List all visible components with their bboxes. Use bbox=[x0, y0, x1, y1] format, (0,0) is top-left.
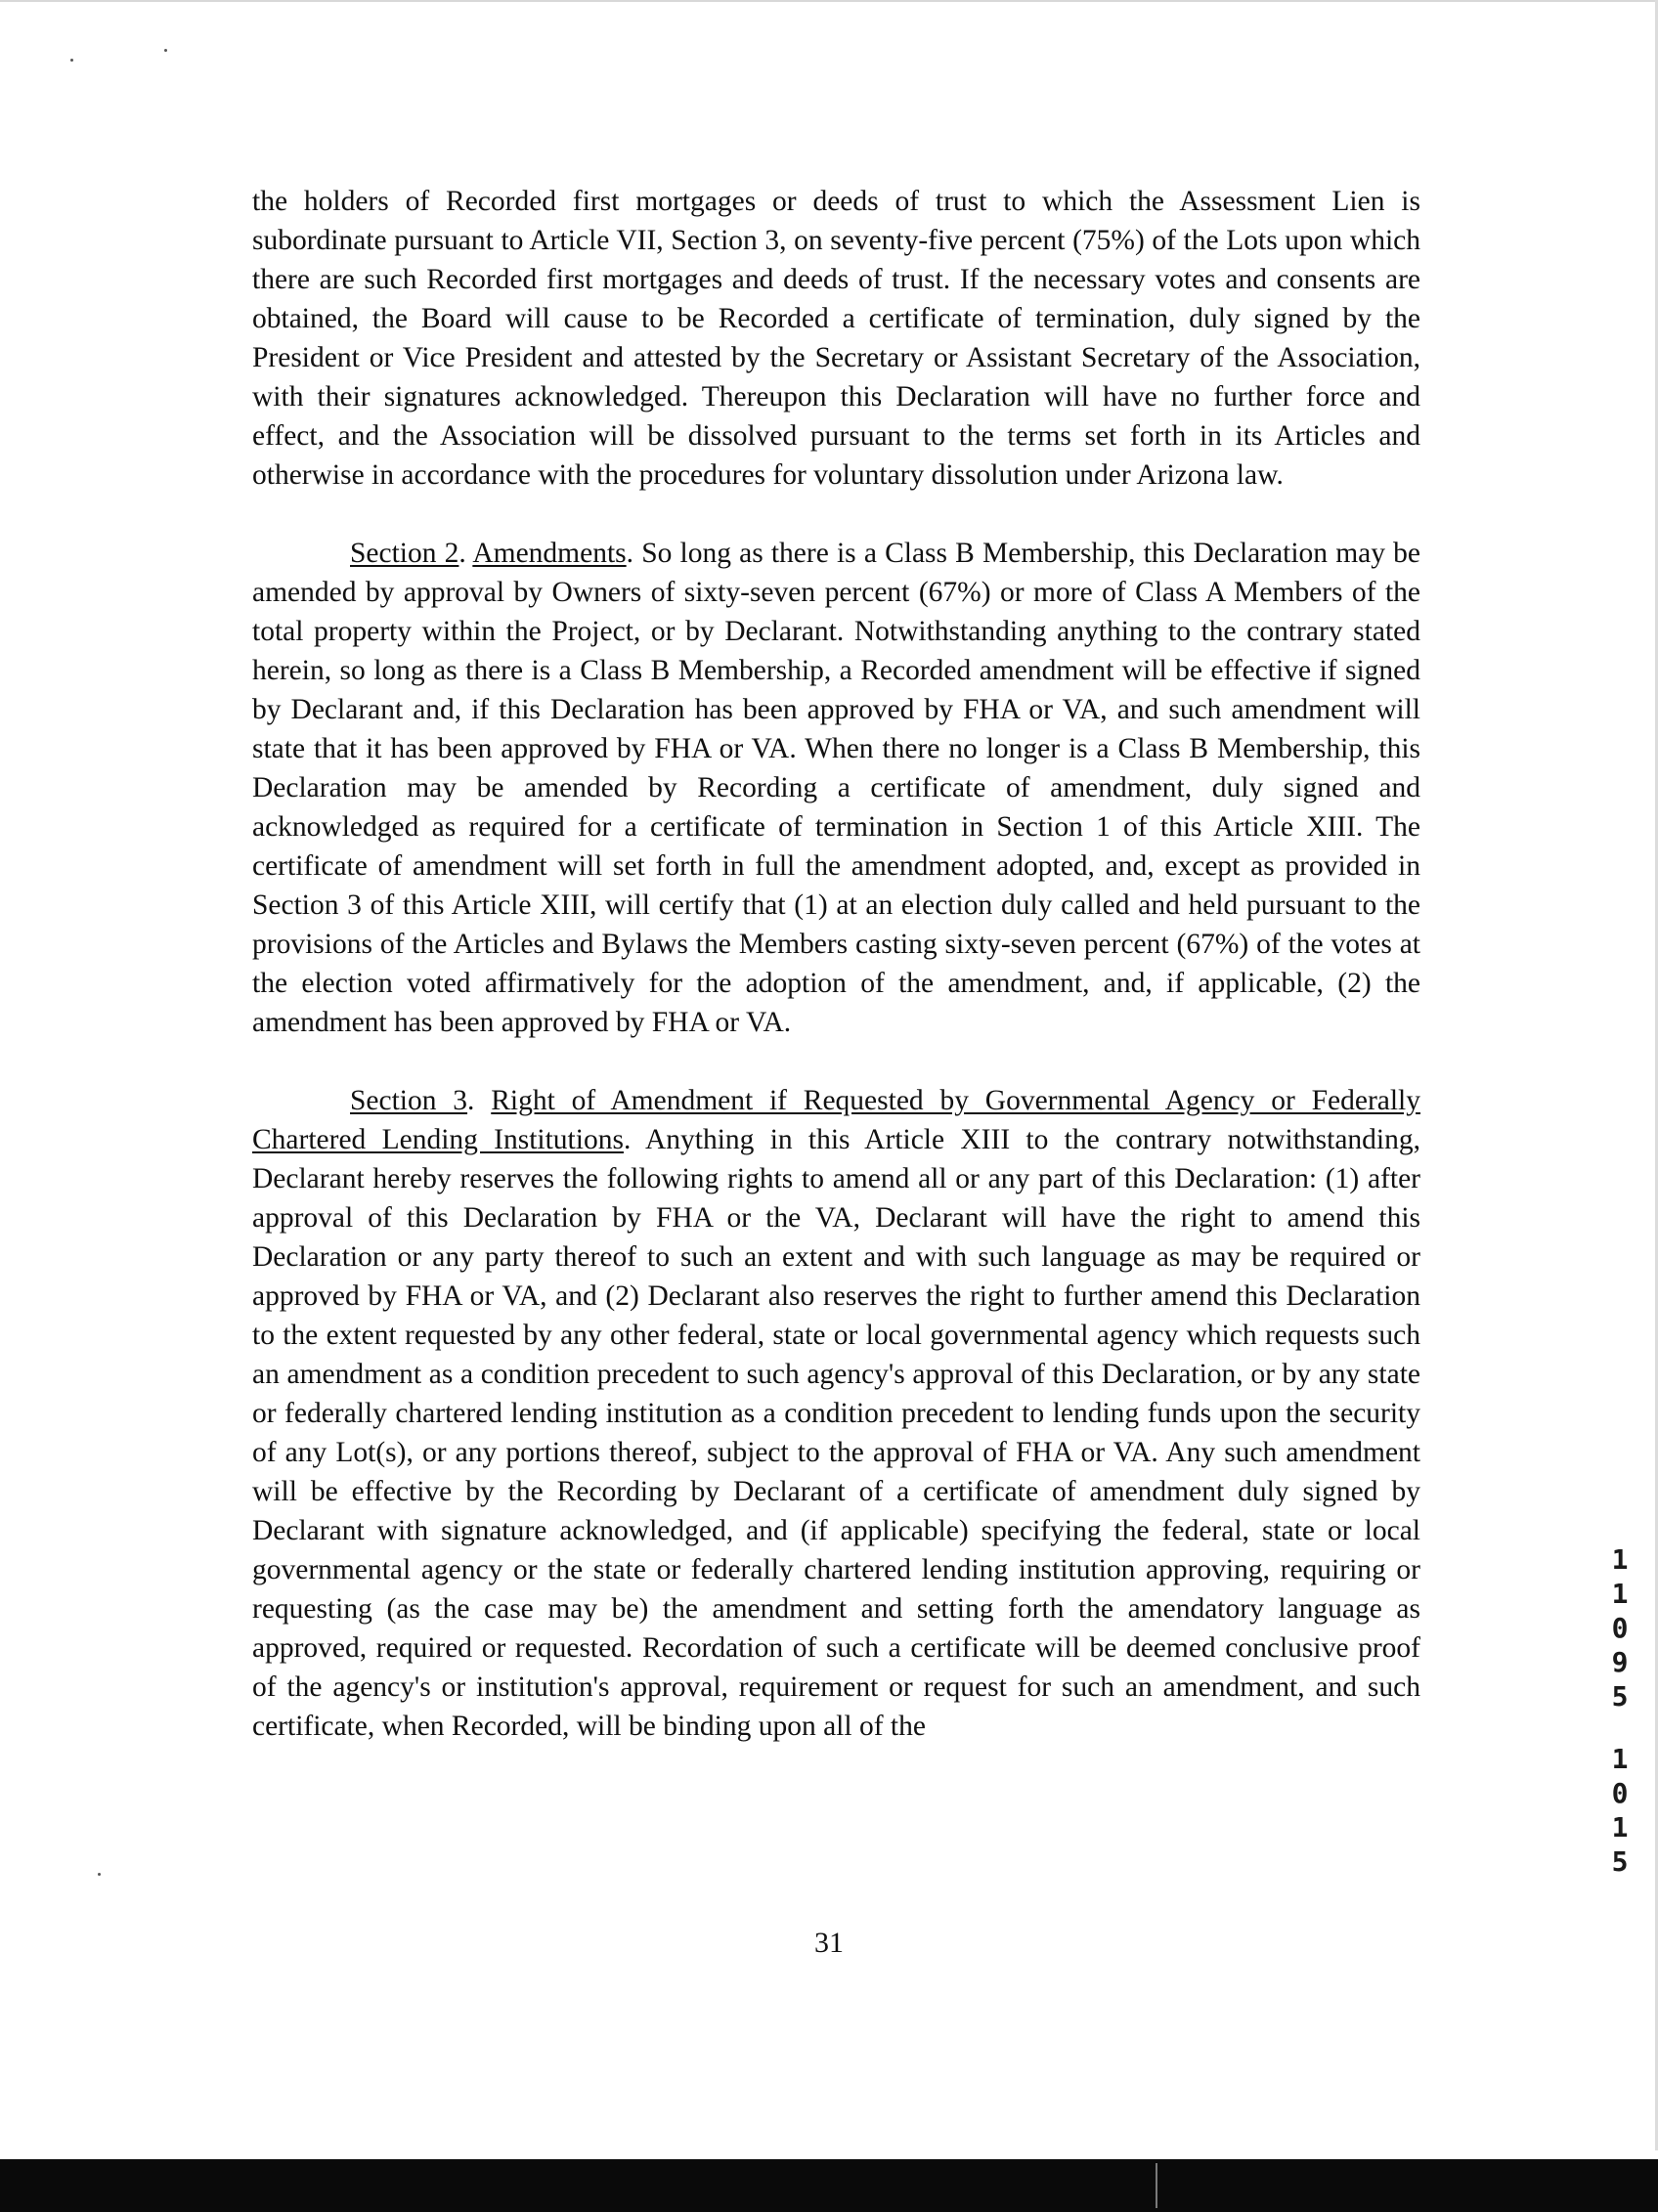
section-3-body: Anything in this Article XIII to the contrary notwithstanding, Declarant hereby reserves the following rights to amend all or any part of this Declaration: (1) after approval of this Declaration by FHA or the VA, Declarant will have the right to amend this Declaration or any party thereof to such an extent and with such language as may be required or approved by FHA or VA, and (2) Declarant also reserves the right to further amend this Declaration to the extent requested by any other federal, state or local governmental agency which requests such an amendment as a condition precedent to such agency's approval of this Declaration, or by any state or federally chartered lending institution as a condition precedent to lending funds upon the security of any Lot(s), or any portions thereof, subject to the approval of FHA or VA. Any such amendment will be effective by the Recording by Declarant of a certificate of amendment duly signed by Declarant with signature acknowledged, and (if applicable) specifying the federal, state or local governmental agency or the state or federally chartered lending institution approving, requiring or requesting (as the case may be) the amendment and setting forth the amendatory language as approved, required or requested. Recordation of such a certificate will be deemed conclusive proof of the agency's or institution's approval, requirement or request for such an amendment, and such certificate, when Recorded, will be binding upon all of the bbox=[252, 1124, 1420, 1742]
stamp-digit: 1 bbox=[1611, 1543, 1629, 1576]
stamp-digit: 1 bbox=[1611, 1578, 1629, 1610]
stamp-digit: 9 bbox=[1611, 1646, 1629, 1678]
document-body bbox=[252, 182, 1420, 1746]
stamp-digit: 0 bbox=[1611, 1612, 1629, 1644]
stamp-digit: 5 bbox=[1611, 1680, 1629, 1713]
scan-speck bbox=[70, 59, 73, 62]
paragraph-section-3: Section 3. Right of Amendment if Requested by Governmental Agency or Federally Chartered Lending Institutions. Anything in this Article XIII to the contrary notwithstanding, Declarant hereby reserves the following rights to amend all or any part of this Declaration: (1) after approval of this Declaration by FHA or the VA, Declarant will have the right to amend this Declaration or any party thereof to such an extent and with such language as may be required or approved by FHA or VA, and (2) Declarant also reserves the right to further amend this Declaration to the extent requested by any other federal, state or local governmental agency which requests such an amendment as a condition precedent to such agency's approval of this Declaration, or by any state or federally chartered lending institution as a condition precedent to lending funds upon the security of any Lot(s), or any portions thereof, subject to the approval of FHA or VA. Any such amendment will be effective by the Recording by Declarant of a certificate of amendment duly signed by Declarant with signature acknowledged, and (if applicable) specifying the federal, state or local governmental agency or the state or federally chartered lending institution approving, requiring or requesting (as the case may be) the amendment and setting forth the amendatory language as approved, required or requested. Recordation of such a certificate will be deemed conclusive proof of the agency's or institution's approval, requirement or request for such an amendment, and such certificate, when Recorded, will be binding upon all of the bbox=[252, 1085, 1421, 1742]
paragraph-termination: the holders of Recorded first mortgages or deeds of trust to which the Assessment Lien is subordinate pursuant to Article VII, Section 3, on seventy-five percent (75%) of the Lots upon which there are such Recorded first mortgages and deeds of trust. If the necessary votes and consents are obtained, the Board will cause to be Recorded a certificate of termination, duly signed by the President or Vice President and attested by the Secretary or Assistant Secretary of the Association, with their signatures acknowledged. Thereupon this Declaration will have no further force and effect, and the Association will be dissolved pursuant to the terms set forth in its Articles and otherwise in accordance with the procedures for voluntary dissolution under Arizona law. bbox=[252, 186, 1420, 491]
section-3-title: Right of Amendment if Requested by Governmental Agency or Federally Chartered Lending Institutions bbox=[252, 1085, 1421, 1155]
section-2-label: Section 2 bbox=[350, 538, 459, 569]
section-2-title: Amendments bbox=[472, 538, 627, 569]
stamp-digit: 0 bbox=[1611, 1777, 1629, 1809]
paragraph-section-2: Section 2. Amendments. So long as there is a Class B Membership, this Declaration may be amended by approval by Owners of sixty-seven percent (67%) or more of Class A Members of the total property within the Project, or by Declarant. Notwithstanding anything to the contrary stated herein, so long as there is a Class B Membership, a Recorded amendment will be effective if signed by Declarant and, if this Declaration has been approved by FHA or VA, and such amendment will state that it has been approved by FHA or VA. When there no longer is a Class B Membership, this Declaration may be amended by Recording a certificate of amendment, duly signed and acknowledged as required for a certificate of termination in Section 1 of this Article XIII. The certificate of amendment will set forth in full the amendment adopted, and, except as provided in Section 3 of this Article XIII, will certify that (1) at an election duly called and held pursuant to the provisions of the Articles and Bylaws the Members casting sixty-seven percent (67%) of the votes at the election voted affirmatively for the adoption of the amendment, and, if applicable, (2) the amendment has been approved by FHA or VA. bbox=[252, 538, 1421, 1038]
stamp-digit: 1 bbox=[1611, 1811, 1629, 1843]
page-number: 31 bbox=[814, 1927, 844, 1959]
scan-band-mark bbox=[1156, 2163, 1157, 2208]
scan-speck bbox=[98, 1873, 101, 1876]
section-2-body: So long as there is a Class B Membership, this Declaration may be amended by approval by Owners of sixty-seven percent (67%) or more of Class A Members of the total property within the Project, or by Declarant. Notwithstanding anything to the contrary stated herein, so long as there is a Class B Membership, a Recorded amendment will be effective if signed by Declarant and, if this Declaration has been approved by FHA or VA, and such amendment will state that it has been approved by FHA or VA. When there no longer is a Class B Membership, this Declaration may be amended by Recording a certificate of amendment, duly signed and acknowledged as required for a certificate of termination in Section 1 of this Article XIII. The certificate of amendment will set forth in full the amendment adopted, and, except as provided in Section 3 of this Article XIII, will certify that (1) at an election duly called and held pursuant to the provisions of the Articles and Bylaws the Members casting sixty-seven percent (67%) of the votes at the election voted affirmatively for the adoption of the amendment, and, if applicable, (2) the amendment has been approved by FHA or VA. bbox=[252, 538, 1421, 1038]
scan-top-edge bbox=[0, 0, 1658, 2]
recording-stamp-upper bbox=[1603, 1542, 1636, 1713]
stamp-digit: 1 bbox=[1611, 1743, 1629, 1775]
stamp-digit: 5 bbox=[1611, 1845, 1629, 1878]
scan-speck bbox=[164, 49, 167, 52]
scan-bottom-band bbox=[0, 2159, 1658, 2212]
section-3-label: Section 3 bbox=[350, 1085, 468, 1116]
recording-stamp-lower bbox=[1603, 1742, 1636, 1879]
